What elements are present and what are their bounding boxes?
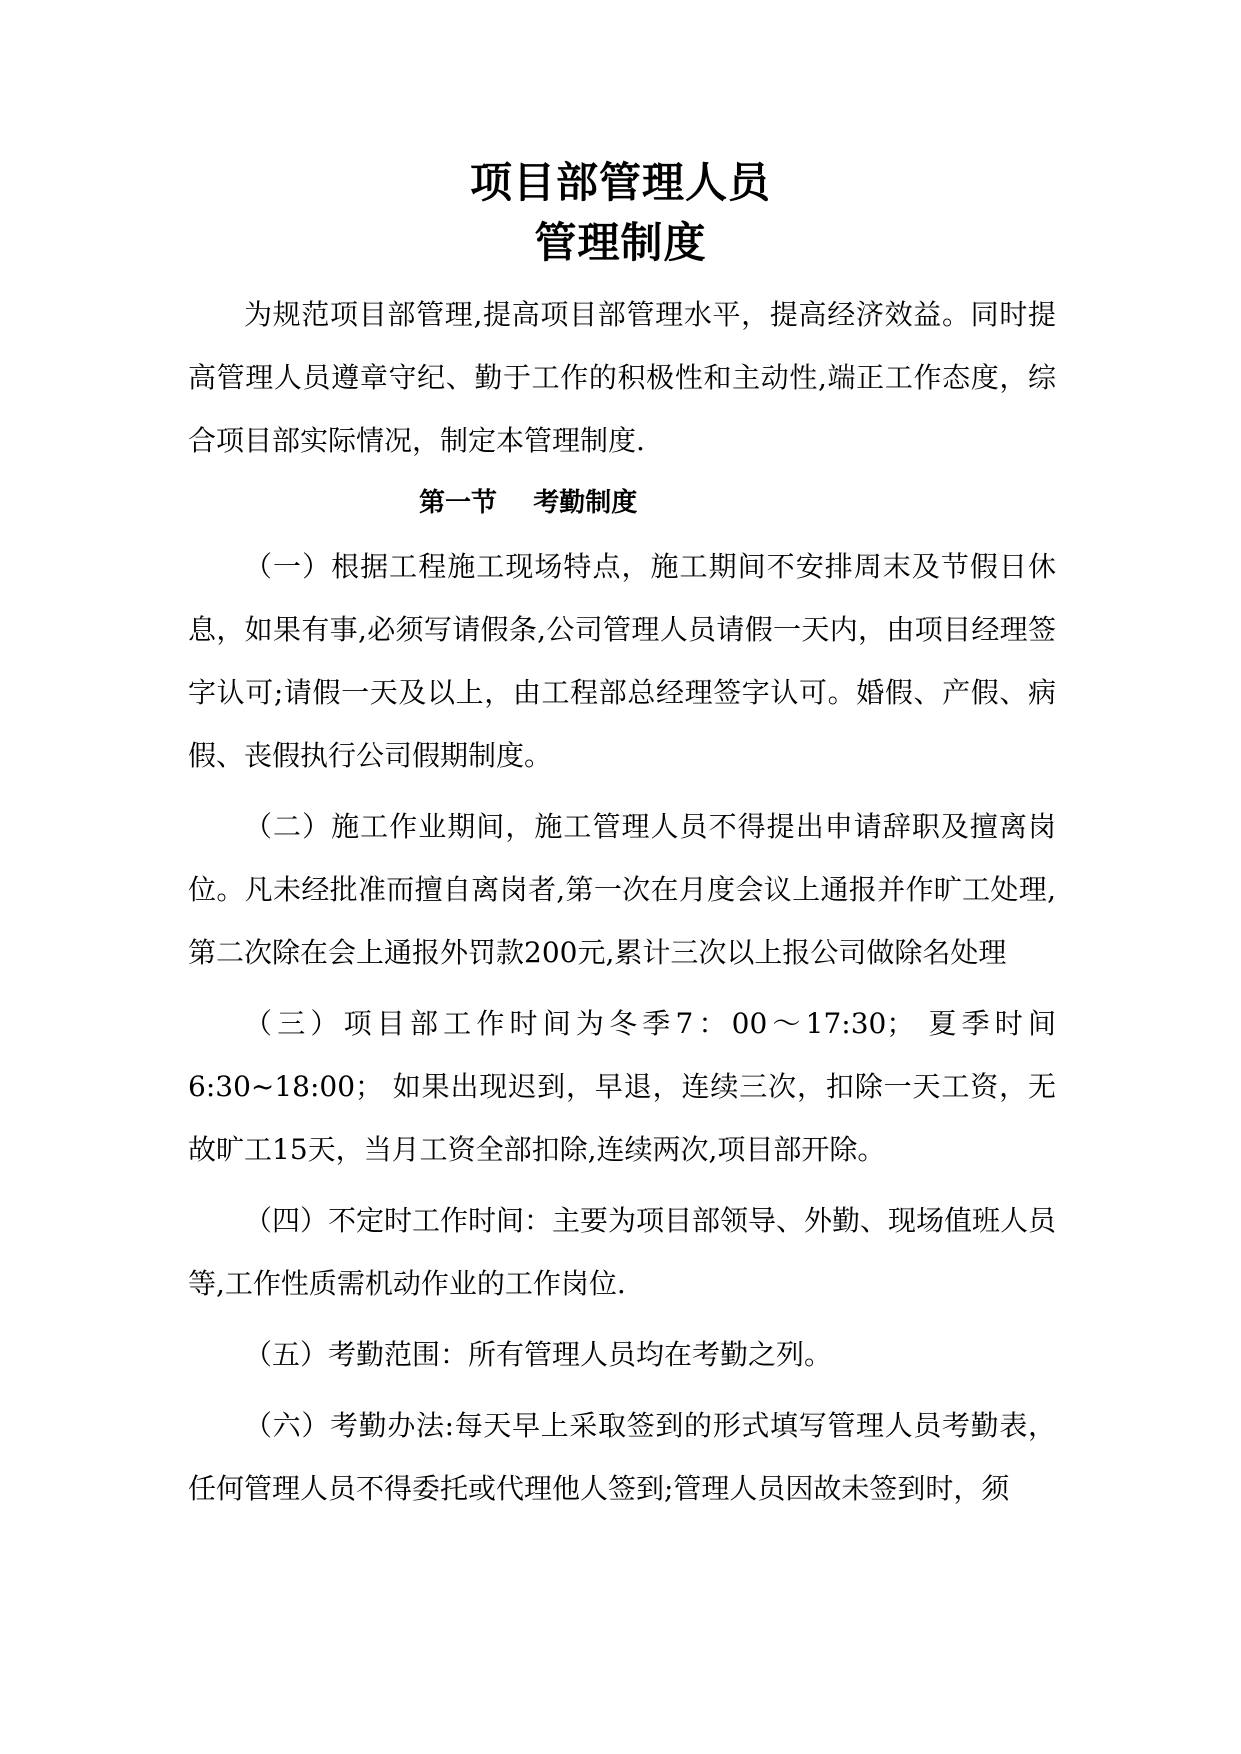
document-title-line1: 项目部管理人员 — [469, 158, 771, 207]
document-title-line2: 管理制度 — [534, 218, 707, 267]
clause-6: （六）考勤办法:每天早上采取签到的形式填写管理人员考勤表，任何管理人员不得委托或代理他人签到;管理人员因故未签到时，须 — [188, 1409, 1056, 1505]
document-body — [188, 283, 1056, 1520]
clause-2: （二）施工作业期间，施工管理人员不得提出申请辞职及擅离岗位。凡未经批准而擅自离岗者,第一次在月度会议上通报并作旷工处理,第二次除在会上通报外罚款200元,累计三次以上报公司做除名处理 — [188, 810, 1056, 969]
clause-4: （四）不定时工作时间：主要为项目部领导、外勤、现场值班人员等,工作性质需机动作业的工作岗位. — [188, 1204, 1057, 1300]
clause-1: （一）根据工程施工现场特点，施工期间不安排周末及节假日休息，如果有事,必须写请假条,公司管理人员请假一天内，由项目经理签字认可;请假一天及以上，由工程部总经理签字认可。婚假、产假、病假、丧假执行公司假期制度。 — [188, 550, 1056, 772]
clause-3: （三）项目部工作时间为冬季7：00～17:30； 夏季时间6:30~18:00； 如果出现迟到，早退，连续三次，扣除一天工资，无故旷工15天，当月工资全部扣除,连续两次,项目部开除。 — [188, 1007, 1056, 1166]
clause-5: （五）考勤范围：所有管理人员均在考勤之列。 — [244, 1338, 833, 1371]
intro-paragraph: 为规范项目部管理,提高项目部管理水平，提高经济效益。同时提高管理人员遵章守纪、勤于工作的积极性和主动性,端正工作态度，综合项目部实际情况，制定本管理制度. — [188, 298, 1056, 457]
section-heading: 第一节 考勤制度 — [419, 488, 638, 518]
